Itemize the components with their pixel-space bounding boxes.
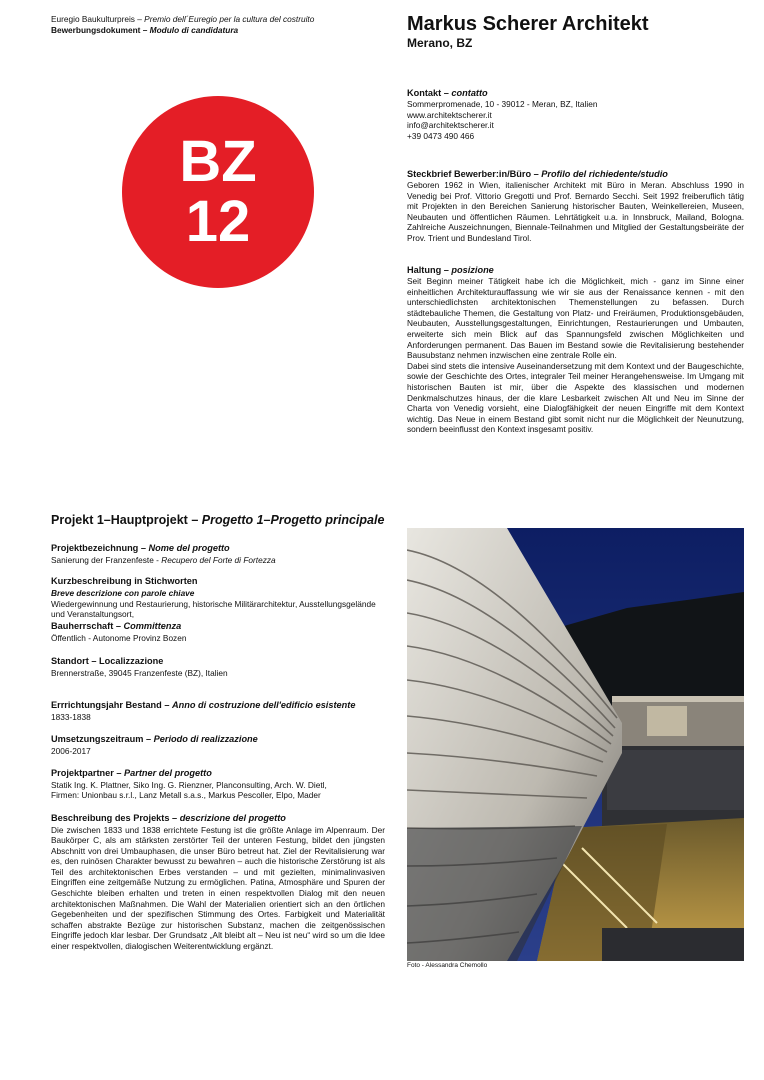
value-de: Sanierung der Franzenfeste	[51, 554, 154, 565]
architect-name: Markus Scherer Architekt	[407, 13, 649, 35]
badge-number: 12	[185, 189, 251, 254]
separator: -	[153, 554, 162, 565]
project-client-block	[51, 621, 385, 643]
project-summary-block	[51, 576, 385, 620]
project-period-block	[51, 734, 385, 756]
contact-heading-it: contatto	[451, 88, 488, 98]
project-name-block	[51, 543, 385, 565]
project-name-value	[51, 555, 385, 566]
location-value: Brennerstraße, 39045 Franzenfeste (BZ), Italien	[51, 667, 228, 678]
built-year-label: Errrichtungsjahr Bestand – Anno di costruzione dell'edificio esistente	[51, 700, 356, 710]
summary-label-de: Kurzbeschreibung in Stichworten	[51, 576, 198, 586]
contact-heading-de: Kontakt	[407, 88, 442, 98]
project-location-block	[51, 656, 385, 678]
label-de: Umsetzungszeitraum	[51, 734, 144, 744]
contact-website[interactable]: www.architektscherer.it	[407, 109, 492, 120]
project-title-it: Progetto 1–Progetto principale	[201, 513, 385, 527]
client-label: Bauherrschaft – Committenza	[51, 621, 182, 631]
project-title-de: Projekt 1–Hauptprojekt	[51, 513, 188, 527]
description-text: Die zwischen 1833 und 1838 errichtete Festung ist die größte Anlage im Alpenraum. Der Baukörper C, als am stärksten zerstörter Teil der unteren Festung, bildet den jüngsten Abschnitt von drei Umbauphasen, die unser Büro betreut hat. Ziel der Revitalisierung war es, den ruinösen Charakter bewusst zu bewahren – auch die historische Zerstörung ist als Teil des architektonischen Erbes verstanden – und mit gezielten, minimalinvasiven Eingriffen eine zeitgemäße Nutzung zu ermöglichen. Patina, Atmosphäre und Spuren der Geschichte bleiben erhalten und treten in einen respektvollen Dialog mit den neuen architektonischen Maßnahmen. Die Wahl der Materialien orientiert sich an den örtlichen Gegebenheiten und der spezifischen Stimmung des Ortes. Farbigkeit und Materialität schaffen abstrakte Bezüge zur historischen Substanz, machen die zeitgenössischen Eingriffe jedoch klar lesbar. Der Grundsatz „Alt bleibt alt – Neu ist neu“ wird so um die Idee einer respektvollen, dialogischen Weiterentwicklung ergänzt.	[51, 824, 385, 952]
label-it: Nome del progetto	[148, 543, 230, 553]
partners-line-1: Statik Ing. K. Plattner, Siko Ing. G. Rienzner, Planconsulting, Arch. W. Dietl,	[51, 779, 327, 790]
fortress-night-photo	[407, 528, 744, 961]
contact-phone: +39 0473 490 466	[407, 130, 475, 141]
profile-heading: Steckbrief Bewerber:in/Büro – Profilo del richiedente/studio	[407, 169, 668, 179]
contact-section	[407, 87, 744, 141]
header-prize-line	[51, 14, 396, 25]
label-de: Standort	[51, 656, 89, 666]
project-partners-block	[51, 768, 385, 801]
document-type-de: Bewerbungsdokument	[51, 25, 141, 35]
project-title	[51, 513, 411, 528]
attitude-heading-de: Haltung	[407, 265, 442, 275]
region-badge	[122, 96, 314, 288]
label-it: descrizione del progetto	[179, 813, 286, 823]
attitude-heading-it: posizione	[451, 265, 494, 275]
separator: –	[140, 25, 150, 35]
label-it: Partner del progetto	[124, 768, 212, 778]
profile-heading-it: Profilo del richiedente/studio	[541, 169, 668, 179]
document-type-it: Modulo di candidatura	[149, 25, 239, 35]
period-value: 2006-2017	[51, 745, 91, 756]
partners-label: Projektpartner – Partner del progetto	[51, 768, 212, 778]
location-label: Standort – Localizzazione	[51, 656, 164, 666]
project-name-label: Projektbezeichnung – Nome del progetto	[51, 543, 230, 553]
prize-name-it: Premio dell´Euregio per la cultura del costruito	[144, 14, 315, 24]
label-de: Projektpartner	[51, 768, 114, 778]
header-document-line	[51, 25, 396, 36]
built-year-value: 1833-1838	[51, 711, 91, 722]
project-description-block	[51, 813, 385, 952]
value-it: Recupero del Forte di Fortezza	[161, 554, 276, 565]
label-it: Anno di costruzione dell'edificio esistente	[172, 700, 356, 710]
attitude-paragraph-1: Seit Beginn meiner Tätigkeit habe ich die Möglichkeit, mich - ganz im Sinne einer einheitlichen Architekturauffassung wie wir sie aus der Renaissance kennen - mit den unterschiedlichsten architektonischen Themenstellungen zu befassen. Durch städtebauliche Themen, die Gestaltung von Platz- und Freiräumen, Produktionsgebäuden, Neubauten, Ausstellungsgestaltungen, Einrichtungen, Restaurierungen und Umbauten, erweiterte sich mein Blick auf das Spannungsfeld zwischen Möglichkeiten und Anforderungen permanent. Das Bauen im Bestand sowie die Revitalisierung bestehender Bausubstanz nehmen inzwischen eine zentrale Rolle ein.	[407, 276, 744, 361]
summary-label-it: Breve descrizione con parole chiave	[51, 587, 195, 598]
label-de: Bauherrschaft	[51, 621, 114, 631]
separator: –	[134, 14, 145, 24]
profile-heading-de: Steckbrief Bewerber:in/Büro	[407, 169, 532, 179]
label-de: Errrichtungsjahr Bestand	[51, 700, 162, 710]
contact-heading: Kontakt – contatto	[407, 88, 488, 98]
client-value: Öffentlich - Autonome Provinz Bozen	[51, 632, 187, 643]
partners-line-2: Firmen: Unionbau s.r.l., Lanz Metall s.a.s., Markus Pescoller, Elpo, Mader	[51, 790, 321, 801]
label-it: Committenza	[123, 621, 182, 631]
prize-name-de: Euregio Baukulturpreis	[51, 14, 135, 24]
summary-value: Wiedergewinnung und Restaurierung, historische Militärarchitektur, Ausstellungsgelände und Veranstaltungsort,	[51, 598, 376, 620]
separator: –	[187, 513, 202, 527]
photo-credit: Foto - Alessandra Chemollo	[407, 962, 488, 969]
label-de: Beschreibung des Projekts	[51, 813, 170, 823]
attitude-section	[407, 264, 744, 435]
period-label: Umsetzungszeitraum – Periodo di realizzazione	[51, 734, 258, 744]
attitude-paragraph-2: Dabei sind stets die intensive Auseinandersetzung mit dem Kontext und der Baugeschichte, sowie der Geschichte des Ortes, integraler Teil meiner Herangehensweise. Im Umgang mit historischen Bauten ist mir, über die Aspekte des klassischen und modernen Denkmalschutzes hinaus, der die klare Lesbarkeit zwischen Alt und Neu im Sinne der Charta von Venedig vorsieht, eine Dialogfähigkeit der neuen Eingriffe mit dem Kontext wichtig. Das Neue in einem Bestand gibt somit nicht nur die Möglichkeit der Neunutzung, sondern beeinflusst den Kontext insgesamt positiv.	[407, 360, 744, 435]
attitude-heading: Haltung – posizione	[407, 265, 494, 275]
contact-address: Sommerpromenade, 10 - 39012 - Meran, BZ, Italien	[407, 99, 598, 109]
label-it: Periodo di realizzazione	[153, 734, 258, 744]
profile-text: Geboren 1962 in Wien, italienischer Architekt mit Büro in Meran. Abschluss 1990 in Venedig bei Prof. Vittorio Gregotti und Prof. Bernardo Secchi. Seit 1992 freiberuflich tätig mit Projekten in den Bereichen Sanierung historischer Bauten, Weinkellereien, Museen, Neubauten und öffentlichen Räumen. Lehrtätigkeit u.a. in Innsbruck, Mailand, Bologna. Zahlreiche Auszeichnungen, Biennale-Teilnahmen und Mitglied der Gestaltungsbeiräte der Prov. Trient und Bundesland Tirol.	[407, 180, 744, 243]
description-label: Beschreibung des Projekts – descrizione del progetto	[51, 813, 286, 823]
label-de: Projektbezeichnung	[51, 543, 139, 553]
project-photo	[407, 528, 744, 961]
contact-email[interactable]: info@architektscherer.it	[407, 120, 494, 131]
badge-region: BZ	[179, 129, 257, 194]
architect-city: Merano, BZ	[407, 36, 473, 50]
label-it: Localizzazione	[99, 656, 164, 666]
project-built-year-block	[51, 700, 391, 722]
profile-section	[407, 168, 744, 244]
